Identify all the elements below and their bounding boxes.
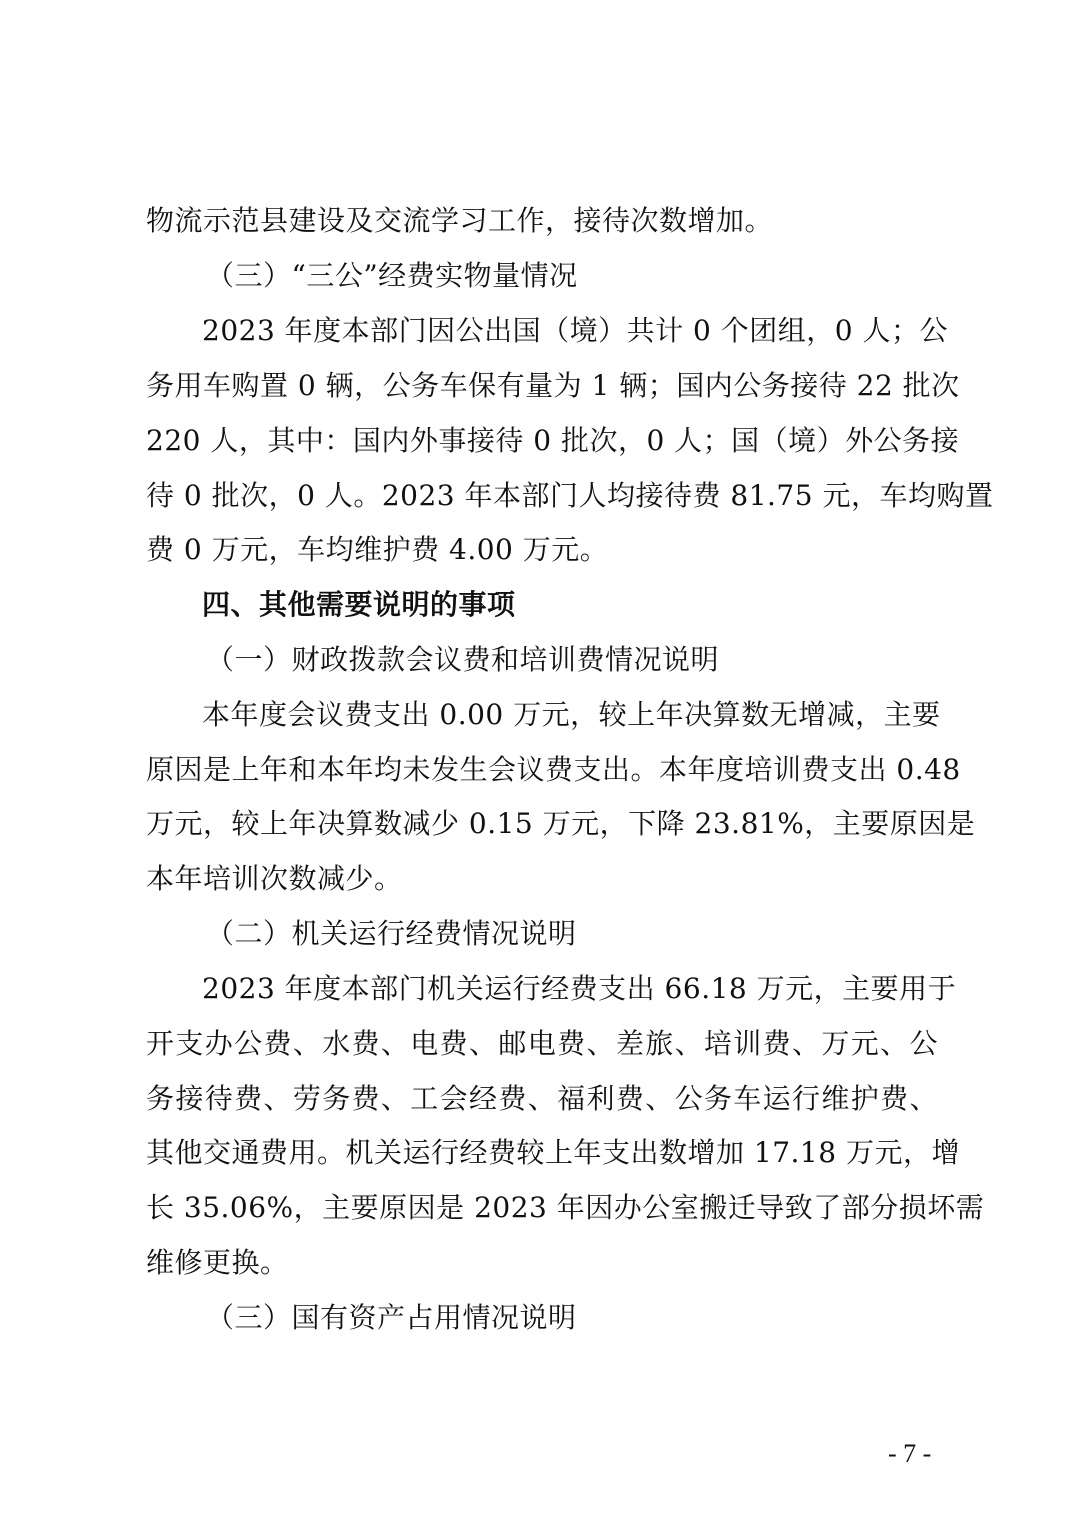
paragraph-line: 开支办公费、水费、电费、邮电费、差旅、培训费、万元、公	[146, 1027, 938, 1060]
paragraph-line: 物流示范县建设及交流学习工作，接待次数增加。	[146, 204, 774, 237]
section-heading: （一）财政拨款会议费和培训费情况说明	[206, 643, 720, 676]
section-heading: （二）机关运行经费情况说明	[206, 917, 577, 950]
paragraph-line: 原因是上年和本年均未发生会议费支出。本年度培训费支出 0.48	[146, 753, 961, 786]
paragraph-line: 2023 年度本部门因公出国（境）共计 0 个团组，0 人；公	[202, 314, 948, 347]
paragraph-line: 费 0 万元，车均维护费 4.00 万元。	[146, 533, 609, 566]
paragraph-line: 220 人，其中：国内外事接待 0 批次，0 人；国（境）外公务接	[146, 424, 960, 457]
paragraph-line: 万元，较上年决算数减少 0.15 万元，下降 23.81%，主要原因是	[146, 807, 976, 840]
paragraph-line: 本年培训次数减少。	[146, 862, 403, 895]
paragraph-line: 务接待费、劳务费、工会经费、福利费、公务车运行维护费、	[146, 1082, 938, 1115]
paragraph-line: 其他交通费用。机关运行经费较上年支出数增加 17.18 万元，增	[146, 1136, 960, 1169]
paragraph-line: 2023 年度本部门机关运行经费支出 66.18 万元，主要用于	[202, 972, 957, 1005]
paragraph-line: 维修更换。	[146, 1246, 289, 1279]
section-heading: （三）国有资产占用情况说明	[206, 1301, 577, 1334]
page-number: - 7 -	[888, 1439, 932, 1468]
section-heading: （三）“三公”经费实物量情况	[206, 259, 578, 292]
chapter-heading: 四、其他需要说明的事项	[202, 588, 516, 621]
paragraph-line: 本年度会议费支出 0.00 万元，较上年决算数无增减，主要	[202, 698, 941, 731]
paragraph-line: 务用车购置 0 辆，公务车保有量为 1 辆；国内公务接待 22 批次	[146, 369, 960, 402]
paragraph-line: 长 35.06%，主要原因是 2023 年因办公室搬迁导致了部分损坏需	[146, 1191, 985, 1224]
paragraph-line: 待 0 批次，0 人。2023 年本部门人均接待费 81.75 元，车均购置	[146, 479, 994, 512]
